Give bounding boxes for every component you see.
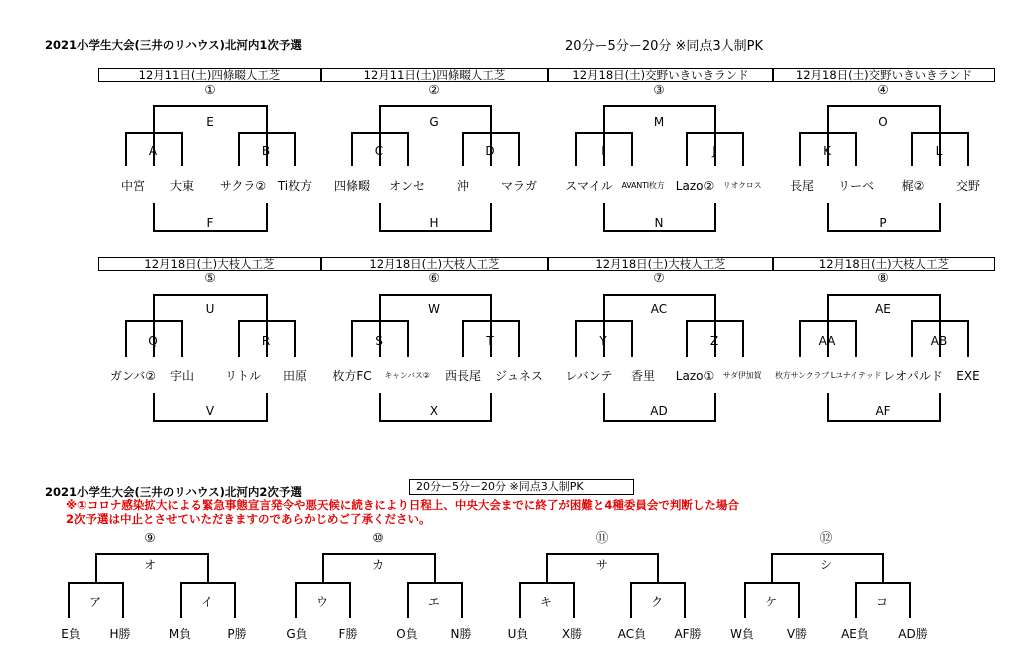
team-name: AVANTI枚方 — [621, 181, 665, 190]
bracket-bottom-line — [379, 230, 492, 232]
bracket-right-mid-line — [407, 582, 463, 584]
team-source: W負 — [730, 627, 754, 641]
bracket-leaf-line — [125, 320, 127, 357]
right-slot-label: コ — [875, 595, 888, 609]
team-name: サクラ② — [219, 179, 267, 193]
team-name: 中宮 — [120, 179, 145, 193]
left-slot-label: キ — [539, 595, 552, 609]
match-header: 12月18日(土)大枝人工芝 — [321, 257, 548, 271]
bracket-top-line — [771, 553, 884, 555]
bracket-leaf-line — [855, 320, 857, 357]
bracket-leaf-line — [181, 320, 183, 357]
team-name: リーベ — [837, 179, 874, 193]
bracket-bottom-right-line — [939, 203, 941, 230]
team-source: AC負 — [617, 627, 647, 641]
bracket-leaf-line — [631, 132, 633, 166]
bottom-slot-label: F — [206, 216, 214, 230]
left-slot-label: ウ — [315, 595, 328, 609]
top-slot-label: E — [206, 115, 214, 129]
bracket-leaf-line — [575, 320, 577, 357]
team-name: ガンバ② — [110, 369, 156, 383]
bracket-left-mid-line — [799, 320, 857, 322]
round2-title: 2021小学生大会(三井のリハウス)北河内2次予選 — [45, 485, 302, 499]
bracket-top-line — [379, 105, 492, 107]
team-source: O負 — [396, 627, 418, 641]
bracket-left-mid-line — [575, 320, 633, 322]
top-slot-label: サ — [595, 558, 608, 572]
bracket-bottom-left-line — [153, 393, 155, 420]
left-slot-label: ケ — [764, 595, 777, 609]
bracket-left-mid-line — [799, 132, 857, 134]
bottom-slot-label: V — [205, 404, 215, 418]
bracket-right-mid-line — [462, 132, 520, 134]
bracket-left-line — [95, 553, 97, 582]
match-number: ⑤ — [204, 270, 216, 285]
right-slot-label: R — [261, 334, 271, 348]
top-slot-label: W — [428, 302, 440, 316]
bracket-leaf-line — [519, 582, 521, 618]
left-slot-label: ア — [88, 595, 101, 609]
right-slot-label: エ — [427, 595, 440, 609]
bracket-leaf-line — [68, 582, 70, 618]
bracket-leaf-line — [294, 132, 296, 166]
match-header: 12月18日(土)交野いきいきランド — [548, 68, 773, 82]
bottom-slot-label: N — [654, 216, 664, 230]
left-slot-label: Y — [599, 334, 607, 348]
bracket-top-line — [153, 294, 268, 296]
team-name: ジュネス — [495, 369, 543, 383]
bracket-leaf-line — [909, 582, 911, 618]
team-name: リトル — [224, 369, 261, 383]
top-slot-label: O — [878, 115, 888, 129]
bracket-leaf-line — [967, 132, 969, 166]
team-name: 長尾 — [789, 179, 814, 193]
top-slot-label: カ — [371, 558, 384, 572]
bracket-leaf-line — [238, 320, 240, 357]
bottom-slot-label: P — [879, 216, 887, 230]
team-source: V勝 — [786, 627, 808, 641]
bracket-leaf-line — [573, 582, 575, 618]
bracket-leaf-line — [684, 582, 686, 618]
right-slot-label: イ — [200, 595, 213, 609]
match-header: 12月18日(土)大枝人工芝 — [548, 257, 773, 271]
bracket-leaf-line — [911, 320, 913, 357]
bracket-bottom-right-line — [490, 393, 492, 420]
bracket-bottom-left-line — [379, 393, 381, 420]
right-slot-label: Z — [709, 334, 719, 348]
team-source: AD勝 — [898, 627, 928, 641]
round2-note-line1: ※①コロナ感染拡大による緊急事態宣言発令や悪天候に続きにより日程上、中央大会までに終了が困難と4種委員会で判断した場合 — [66, 498, 739, 512]
bracket-leaf-line — [181, 132, 183, 166]
team-name: 枚方FC — [332, 369, 372, 383]
match-number: ⑩ — [372, 530, 384, 545]
right-slot-label: B — [261, 144, 271, 158]
bracket-leaf-line — [518, 320, 520, 357]
team-name: 田原 — [282, 369, 307, 383]
bracket-bottom-left-line — [827, 393, 829, 420]
bracket-leaf-line — [294, 320, 296, 357]
team-name: オンセ — [388, 179, 425, 193]
bracket-bottom-right-line — [490, 203, 492, 230]
bracket-right-mid-line — [238, 320, 296, 322]
right-slot-label: T — [486, 334, 494, 348]
top-slot-label: G — [429, 115, 439, 129]
team-source: AE負 — [841, 627, 869, 641]
team-name: スマイル — [565, 179, 613, 193]
bracket-leaf-line — [407, 132, 409, 166]
bracket-top-line — [322, 553, 436, 555]
bracket-leaf-line — [742, 320, 744, 357]
bracket-bottom-right-line — [939, 393, 941, 420]
top-slot-label: シ — [819, 558, 832, 572]
bracket-leaf-line — [351, 320, 353, 357]
bracket-top-line — [153, 105, 268, 107]
bottom-slot-label: AF — [875, 404, 891, 418]
bracket-bottom-line — [603, 230, 716, 232]
bracket-leaf-line — [967, 320, 969, 357]
team-source: N勝 — [450, 627, 472, 641]
bracket-leaf-line — [799, 132, 801, 166]
bracket-leaf-line — [180, 582, 182, 618]
bracket-leaf-line — [744, 582, 746, 618]
bracket-leaf-line — [742, 132, 744, 166]
bracket-top-line — [603, 294, 716, 296]
bracket-bottom-line — [827, 230, 941, 232]
bracket-right-mid-line — [686, 320, 744, 322]
bracket-leaf-line — [295, 582, 297, 618]
bracket-bottom-right-line — [714, 393, 716, 420]
bracket-bottom-left-line — [603, 203, 605, 230]
bracket-right-mid-line — [238, 132, 296, 134]
bracket-left-mid-line — [575, 132, 633, 134]
bracket-bottom-line — [379, 420, 492, 422]
right-slot-label: AB — [930, 334, 948, 348]
top-slot-label: AE — [875, 302, 891, 316]
team-source: M負 — [168, 627, 192, 641]
bracket-bottom-right-line — [266, 393, 268, 420]
bracket-left-mid-line — [125, 132, 183, 134]
team-name: リオクロス — [722, 181, 762, 190]
team-name: EXE — [956, 369, 980, 383]
team-name: サダ伊加賀 — [722, 371, 762, 380]
match-number: ⑪ — [595, 530, 609, 545]
bracket-left-line — [771, 553, 773, 582]
bracket-leaf-line — [238, 132, 240, 166]
left-slot-label: AA — [818, 334, 836, 348]
team-name: Ti枚方 — [277, 179, 313, 193]
match-number: ⑫ — [819, 530, 833, 545]
bracket-left-line — [322, 553, 324, 582]
bracket-leaf-line — [349, 582, 351, 618]
round2-note-line2: 2次予選は中止とさせていただきますのであらかじめご了承ください。 — [66, 512, 431, 526]
bracket-leaf-line — [461, 582, 463, 618]
team-name: Lazo① — [675, 369, 715, 383]
team-name: レオパルド — [883, 369, 943, 383]
bracket-leaf-line — [518, 132, 520, 166]
top-slot-label: オ — [143, 558, 156, 572]
match-number: ⑦ — [653, 270, 665, 285]
bracket-top-line — [603, 105, 716, 107]
team-name: マラガ — [500, 179, 537, 193]
bracket-leaf-line — [911, 132, 913, 166]
bracket-right-line — [207, 553, 209, 582]
team-source: P勝 — [227, 627, 247, 641]
bracket-top-line — [95, 553, 209, 555]
team-name: 梶② — [901, 179, 925, 193]
team-name: 大東 — [169, 179, 194, 193]
bracket-bottom-line — [603, 420, 716, 422]
team-source: E負 — [61, 627, 81, 641]
bracket-leaf-line — [686, 320, 688, 357]
team-source: F勝 — [338, 627, 358, 641]
bracket-left-mid-line — [295, 582, 351, 584]
bracket-right-mid-line — [180, 582, 236, 584]
match-number: ④ — [877, 82, 889, 97]
team-name: キャンバス② — [384, 371, 430, 380]
bracket-leaf-line — [855, 582, 857, 618]
team-name: 沖 — [456, 179, 469, 193]
left-slot-label: Q — [148, 334, 158, 348]
bracket-right-mid-line — [686, 132, 744, 134]
bracket-top-line — [827, 105, 941, 107]
match-number: ⑨ — [144, 530, 156, 545]
bracket-leaf-line — [407, 582, 409, 618]
team-source: X勝 — [561, 627, 583, 641]
team-source: U負 — [507, 627, 529, 641]
bracket-leaf-line — [122, 582, 124, 618]
bottom-slot-label: H — [429, 216, 439, 230]
bracket-right-mid-line — [911, 320, 969, 322]
left-slot-label: I — [601, 144, 605, 158]
bracket-right-line — [434, 553, 436, 582]
top-slot-label: U — [205, 302, 215, 316]
round2-rule-box — [409, 479, 634, 495]
left-slot-label: S — [375, 334, 383, 348]
match-header: 12月11日(土)四條畷人工芝 — [98, 68, 321, 82]
bracket-leaf-line — [125, 132, 127, 166]
bracket-leaf-line — [855, 132, 857, 166]
bracket-bottom-line — [153, 230, 268, 232]
round1-rule: 20分ー5分ー20分 ※同点3人制PK — [565, 39, 764, 54]
bracket-bottom-line — [827, 420, 941, 422]
left-slot-label: C — [374, 144, 384, 158]
bracket-left-mid-line — [744, 582, 800, 584]
bracket-left-mid-line — [68, 582, 124, 584]
team-name: 西長尾 — [444, 369, 481, 383]
match-number: ⑥ — [428, 270, 440, 285]
bracket-leaf-line — [575, 132, 577, 166]
bracket-right-line — [882, 553, 884, 582]
bracket-leaf-line — [798, 582, 800, 618]
team-name: 枚方サンクラブ — [774, 371, 830, 380]
match-number: ② — [428, 82, 440, 97]
bracket-left-mid-line — [351, 320, 409, 322]
team-source: H勝 — [109, 627, 131, 641]
match-header: 12月11日(土)四條畷人工芝 — [321, 68, 548, 82]
right-slot-label: J — [712, 144, 716, 158]
bracket-leaf-line — [799, 320, 801, 357]
bracket-bottom-left-line — [379, 203, 381, 230]
bracket-bottom-left-line — [153, 203, 155, 230]
bracket-right-mid-line — [911, 132, 969, 134]
team-name: Lazo② — [675, 179, 715, 193]
bracket-bottom-line — [153, 420, 268, 422]
round1-title: 2021小学生大会(三井のリハウス)北河内1次予選 — [45, 38, 302, 52]
bracket-left-mid-line — [351, 132, 409, 134]
team-name: 香里 — [630, 369, 655, 383]
right-slot-label: L — [935, 144, 943, 158]
bracket-left-line — [546, 553, 548, 582]
right-slot-label: D — [485, 144, 495, 158]
bracket-leaf-line — [462, 320, 464, 357]
bracket-leaf-line — [462, 132, 464, 166]
bracket-bottom-right-line — [266, 203, 268, 230]
bracket-bottom-left-line — [827, 203, 829, 230]
bracket-right-mid-line — [630, 582, 686, 584]
team-name: レバンテ — [565, 369, 613, 383]
team-name: 宇山 — [169, 369, 194, 383]
match-number: ③ — [653, 82, 665, 97]
bracket-top-line — [546, 553, 659, 555]
bracket-right-line — [657, 553, 659, 582]
bracket-right-mid-line — [855, 582, 911, 584]
team-name: 四條畷 — [333, 179, 370, 193]
top-slot-label: M — [653, 115, 665, 129]
bracket-leaf-line — [407, 320, 409, 357]
bracket-leaf-line — [234, 582, 236, 618]
match-number: ⑧ — [877, 270, 889, 285]
team-source: G負 — [286, 627, 308, 641]
left-slot-label: K — [823, 144, 831, 158]
bracket-leaf-line — [351, 132, 353, 166]
bracket-bottom-left-line — [603, 393, 605, 420]
bracket-right-mid-line — [462, 320, 520, 322]
bracket-left-mid-line — [519, 582, 575, 584]
bracket-top-line — [827, 294, 941, 296]
match-header: 12月18日(土)交野いきいきランド — [773, 68, 995, 82]
bracket-leaf-line — [686, 132, 688, 166]
match-header: 12月18日(土)大枝人工芝 — [773, 257, 995, 271]
right-slot-label: ク — [650, 595, 663, 609]
team-source: AF勝 — [674, 627, 702, 641]
bottom-slot-label: AD — [650, 404, 668, 418]
team-name: 交野 — [955, 179, 980, 193]
bracket-top-line — [379, 294, 492, 296]
bracket-left-mid-line — [125, 320, 183, 322]
match-number: ① — [204, 82, 216, 97]
bracket-leaf-line — [630, 582, 632, 618]
bracket-bottom-right-line — [714, 203, 716, 230]
team-name: Lユナイテッド — [830, 371, 882, 380]
bracket-leaf-line — [631, 320, 633, 357]
bottom-slot-label: X — [429, 404, 439, 418]
top-slot-label: AC — [650, 302, 668, 316]
left-slot-label: A — [148, 144, 158, 158]
match-header: 12月18日(土)大枝人工芝 — [98, 257, 321, 271]
round2-rule: 20分ー5分ー20分 ※同点3人制PK — [416, 480, 584, 493]
